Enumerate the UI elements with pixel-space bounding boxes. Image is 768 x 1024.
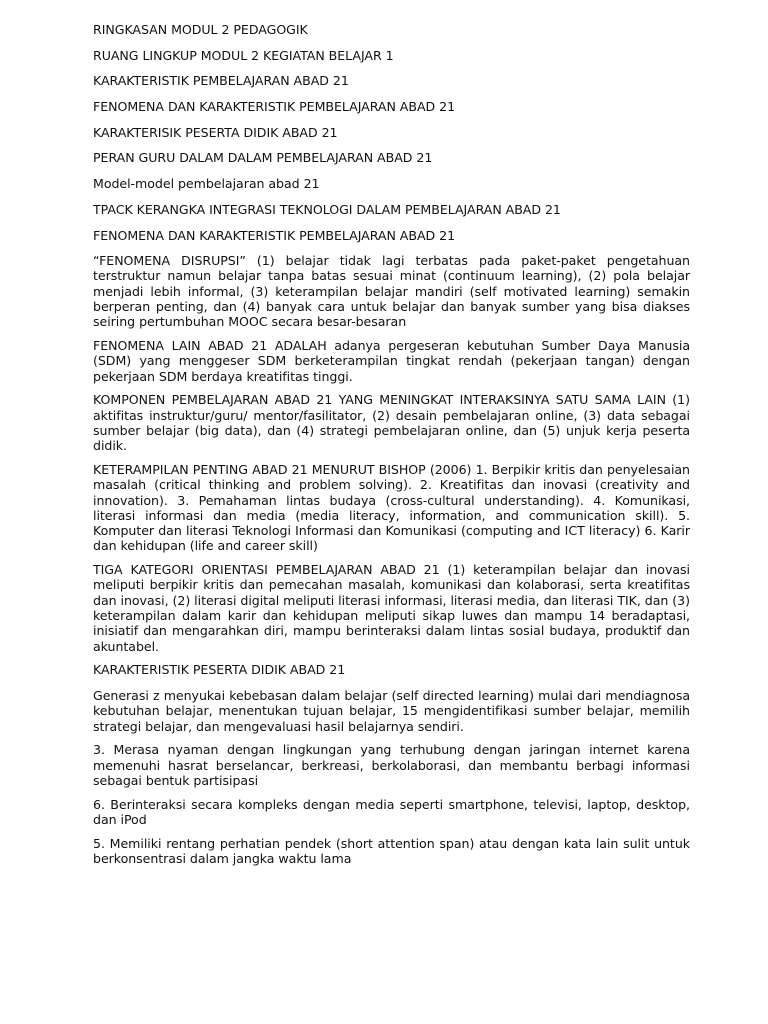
paragraph-fenomena-disrupsi: “FENOMENA DISRUPSI” (1) belajar tidak lagi terbatas pada paket-paket pengetahuan terstruktur namun belajar tanpa batas sesuai minat (continuum learning), (2) pola belajar menjadi lebih informal, (3) keterampilan belajar mandiri (self motivated learning) semakin berperan penting, dan (4) banyak cara untuk belajar dan banyak sumber yang bisa diakses seiring pertumbuhan MOOC secara besar-besaran bbox=[93, 253, 690, 330]
list-item-6: 6. Berinteraksi secara kompleks dengan media seperti smartphone, televisi, laptop, desktop, dan iPod bbox=[93, 796, 690, 827]
paragraph-fenomena-lain: FENOMENA LAIN ABAD 21 ADALAH adanya pergeseran kebutuhan Sumber Daya Manusia (SDM) yang menggeser SDM berketerampilan tingkat rendah (pekerjaan tangan) dengan pekerjaan SDM berdaya kreatifitas tinggi. bbox=[93, 338, 690, 384]
heading-peran-guru: PERAN GURU DALAM DALAM PEMBELAJARAN ABAD 21 bbox=[93, 150, 433, 166]
paragraph-keterampilan-bishop: KETERAMPILAN PENTING ABAD 21 MENURUT BISHOP (2006) 1. Berpikir kritis dan penyelesaian masalah (critical thinking and problem solving). 2. Kreatifitas dan inovasi (creativity and innovation). 3. Pemahaman lintas budaya (cross-cultural understanding). 4. Komunikasi, literasi informasi dan media (media literacy, information, and communication skill). 5. Komputer dan literasi Teknologi Informasi dan Komunikasi (computing and ICT literacy) 6. Karir dan kehidupan (life and career skill) bbox=[93, 461, 690, 554]
heading-karakterisik-peserta-didik: KARAKTERISIK PESERTA DIDIK ABAD 21 bbox=[93, 124, 338, 140]
document-title: RINGKASAN MODUL 2 PEDAGOGIK bbox=[93, 22, 308, 37]
heading-ruang-lingkup: RUANG LINGKUP MODUL 2 KEGIATAN BELAJAR 1 bbox=[93, 47, 394, 63]
heading-tpack: TPACK KERANGKA INTEGRASI TEKNOLOGI DALAM PEMBELAJARAN ABAD 21 bbox=[93, 201, 561, 217]
document-page bbox=[93, 22, 690, 874]
list-item-5: 5. Memiliki rentang perhatian pendek (short attention span) atau dengan kata lain sulit untuk berkonsentrasi dalam jangka waktu lama bbox=[93, 835, 690, 866]
heading-karakteristik-pembelajaran: KARAKTERISTIK PEMBELAJARAN ABAD 21 bbox=[93, 73, 349, 89]
heading-fenomena-karakteristik: FENOMENA DAN KARAKTERISTIK PEMBELAJARAN ABAD 21 bbox=[93, 99, 456, 115]
paragraph-tiga-kategori: TIGA KATEGORI ORIENTASI PEMBELAJARAN ABAD 21 (1) keterampilan belajar dan inovasi meliputi berpikir kritis dan pemecahan masalah, komunikasi dan kolaborasi, serta kreatifitas dan inovasi, (2) literasi digital meliputi literasi informasi, literasi media, dan literasi TIK, dan (3) keterampilan dalam karir dan kehidupan meliputi sikap luwes dan mampu 14 beradaptasi, inisiatif dan mengarahkan diri, mampu berinteraksi dalam lintas sosial budaya, produktif dan akuntabel. bbox=[93, 562, 690, 654]
paragraph-generasi-z: Generasi z menyukai kebebasan dalam belajar (self directed learning) mulai dari mendiagnosa kebutuhan belajar, menentukan tujuan belajar, 15 mengidentifikasi sumber belajar, memilih strategi belajar, dan mengevaluasi hasil belajarnya sendiri. bbox=[93, 687, 690, 734]
section-heading-peserta-didik: KARAKTERISTIK PESERTA DIDIK ABAD 21 bbox=[93, 662, 346, 678]
list-item-3: 3. Merasa nyaman dengan lingkungan yang terhubung dengan jaringan internet karena memenuhi hasrat berselancar, berkreasi, berkolaborasi, dan membantu berbagi informasi sebagai bentuk partisipasi bbox=[93, 742, 690, 788]
paragraph-komponen-pembelajaran: KOMPONEN PEMBELAJARAN ABAD 21 YANG MENINGKAT INTERAKSINYA SATU SAMA LAIN (1) aktifitas instruktur/guru/ mentor/fasilitator, (2) desain pembelajaran online, (3) data sebagai sumber belajar (big data), dan (4) strategi pembelajaran online, dan (5) unjuk kerja peserta didik. bbox=[93, 392, 690, 454]
heading-model-pembelajaran: Model-model pembelajaran abad 21 bbox=[93, 176, 320, 192]
section-heading-fenomena: FENOMENA DAN KARAKTERISTIK PEMBELAJARAN ABAD 21 bbox=[93, 227, 456, 243]
